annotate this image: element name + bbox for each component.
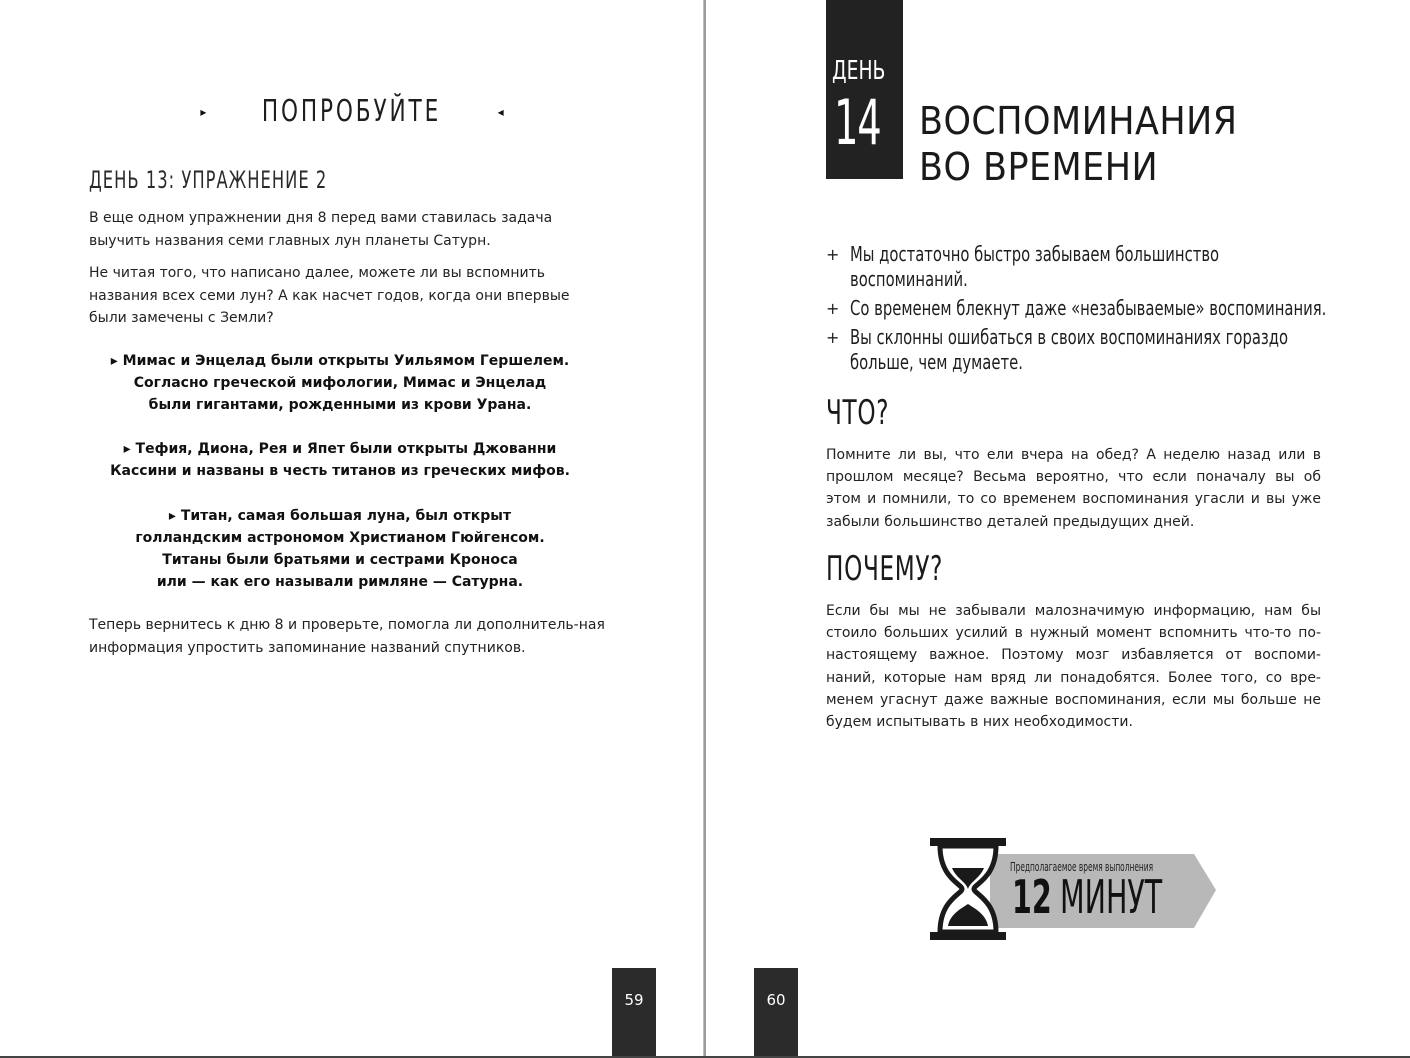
list-item-text: Мы достаточно быстро забываем большинство воспоминаний. <box>850 242 1220 291</box>
moon-fact <box>60 350 620 416</box>
day-badge <box>826 0 903 179</box>
list-item <box>826 242 1346 292</box>
closing-paragraph: Теперь вернитесь к дню 8 и проверьте, помогла ли дополнитель-ная информация упростить запоминание названий спутников. <box>89 617 605 656</box>
plus-icon: + <box>826 328 840 347</box>
time-number: 12 <box>1012 870 1052 924</box>
question-paragraph: Не читая того, что написано далее, можете ли вы вспомнить названия всех семи лун? А как насчет годов, когда они впервые были замечены с Земли? <box>89 265 570 326</box>
page-number: 60 <box>754 968 798 1056</box>
moon-fact-line: ▸ Мимас и Энцелад были открыты Уильямом Гершелем. <box>110 353 570 369</box>
page-number: 59 <box>612 968 656 1056</box>
day-number: 14 <box>834 86 881 159</box>
chapter-title <box>919 98 1265 190</box>
intro-paragraph: В еще одном упражнении дня 8 перед вами ставилась задача выучить названия семи главных лун планеты Сатурн. <box>89 210 553 249</box>
moon-fact-line: Титаны были братьями и сестрами Кроноса <box>162 552 518 568</box>
plus-icon: + <box>826 245 840 264</box>
moon-fact-line: ▸ Титан, самая большая луна, был открыт <box>168 508 512 524</box>
what-heading: ЧТО? <box>826 393 890 433</box>
time-unit: МИНУТ <box>1060 870 1163 924</box>
list-item <box>826 296 1346 321</box>
moon-fact-line: Кассини и названы в честь титанов из греческих мифов. <box>110 463 570 479</box>
list-item <box>826 325 1346 375</box>
day-label: ДЕНЬ <box>832 56 886 86</box>
moon-fact-line: голландским астрономом Христианом Гюйгенсом. <box>135 530 545 546</box>
time-label: Предполагаемое время выполнения <box>1010 860 1154 874</box>
what-paragraph: Помните ли вы, что ели вчера на обед? А неделю назад или в прошлом месяце? Весьма вероятно, что если поначалу вы об этом и помнили, то со временем воспоминания угасли и вы уже забыли большинство деталей предыдущих дней. <box>826 447 1321 530</box>
plus-icon: + <box>826 299 840 318</box>
why-heading: ПОЧЕМУ? <box>826 549 944 589</box>
list-item-text: Вы склонны ошибаться в своих воспоминаниях гораздо больше, чем думаете. <box>850 325 1289 374</box>
triangle-left-icon: ◂ <box>497 104 504 119</box>
left-page <box>0 0 704 1058</box>
moon-fact <box>60 505 620 593</box>
moon-fact-line: Согласно греческой мифологии, Мимас и Энцелад <box>133 375 547 391</box>
section-label <box>0 94 704 134</box>
key-points-list <box>826 242 1346 379</box>
exercise-title: ДЕНЬ 13: УПРАЖНЕНИЕ 2 <box>89 166 328 194</box>
time-estimate-badge <box>930 838 1220 942</box>
moon-fact-line: ▸ Тефия, Диона, Рея и Япет были открыты Джованни <box>123 441 557 457</box>
moon-fact-line: или — как его называли римляне — Сатурна. <box>156 574 524 590</box>
section-label-text: ПОПРОБУЙТЕ <box>262 94 442 129</box>
why-paragraph: Если бы мы не забывали малозначимую информацию, нам бы стоило больших усилий в нужный момент вспомнить что-то по-настоящему важное. Поэтому мозг избавляется от воспоми-наний, которые нам вряд ли понадобятся. Более того, со вре-менем угаснут даже важные воспоминания, если мы больше не будем испытывать в них необходимости. <box>826 603 1321 731</box>
triangle-right-icon: ▸ <box>200 104 207 119</box>
moon-fact <box>60 438 620 482</box>
chapter-title-line: ВОСПОМИНАНИЯ <box>919 99 1238 143</box>
list-item-text: Со временем блекнут даже «незабываемые» воспоминания. <box>850 296 1327 320</box>
moon-fact-line: были гигантами, рожденными из крови Урана. <box>148 397 532 413</box>
chapter-title-line: ВО ВРЕМЕНИ <box>919 145 1159 189</box>
